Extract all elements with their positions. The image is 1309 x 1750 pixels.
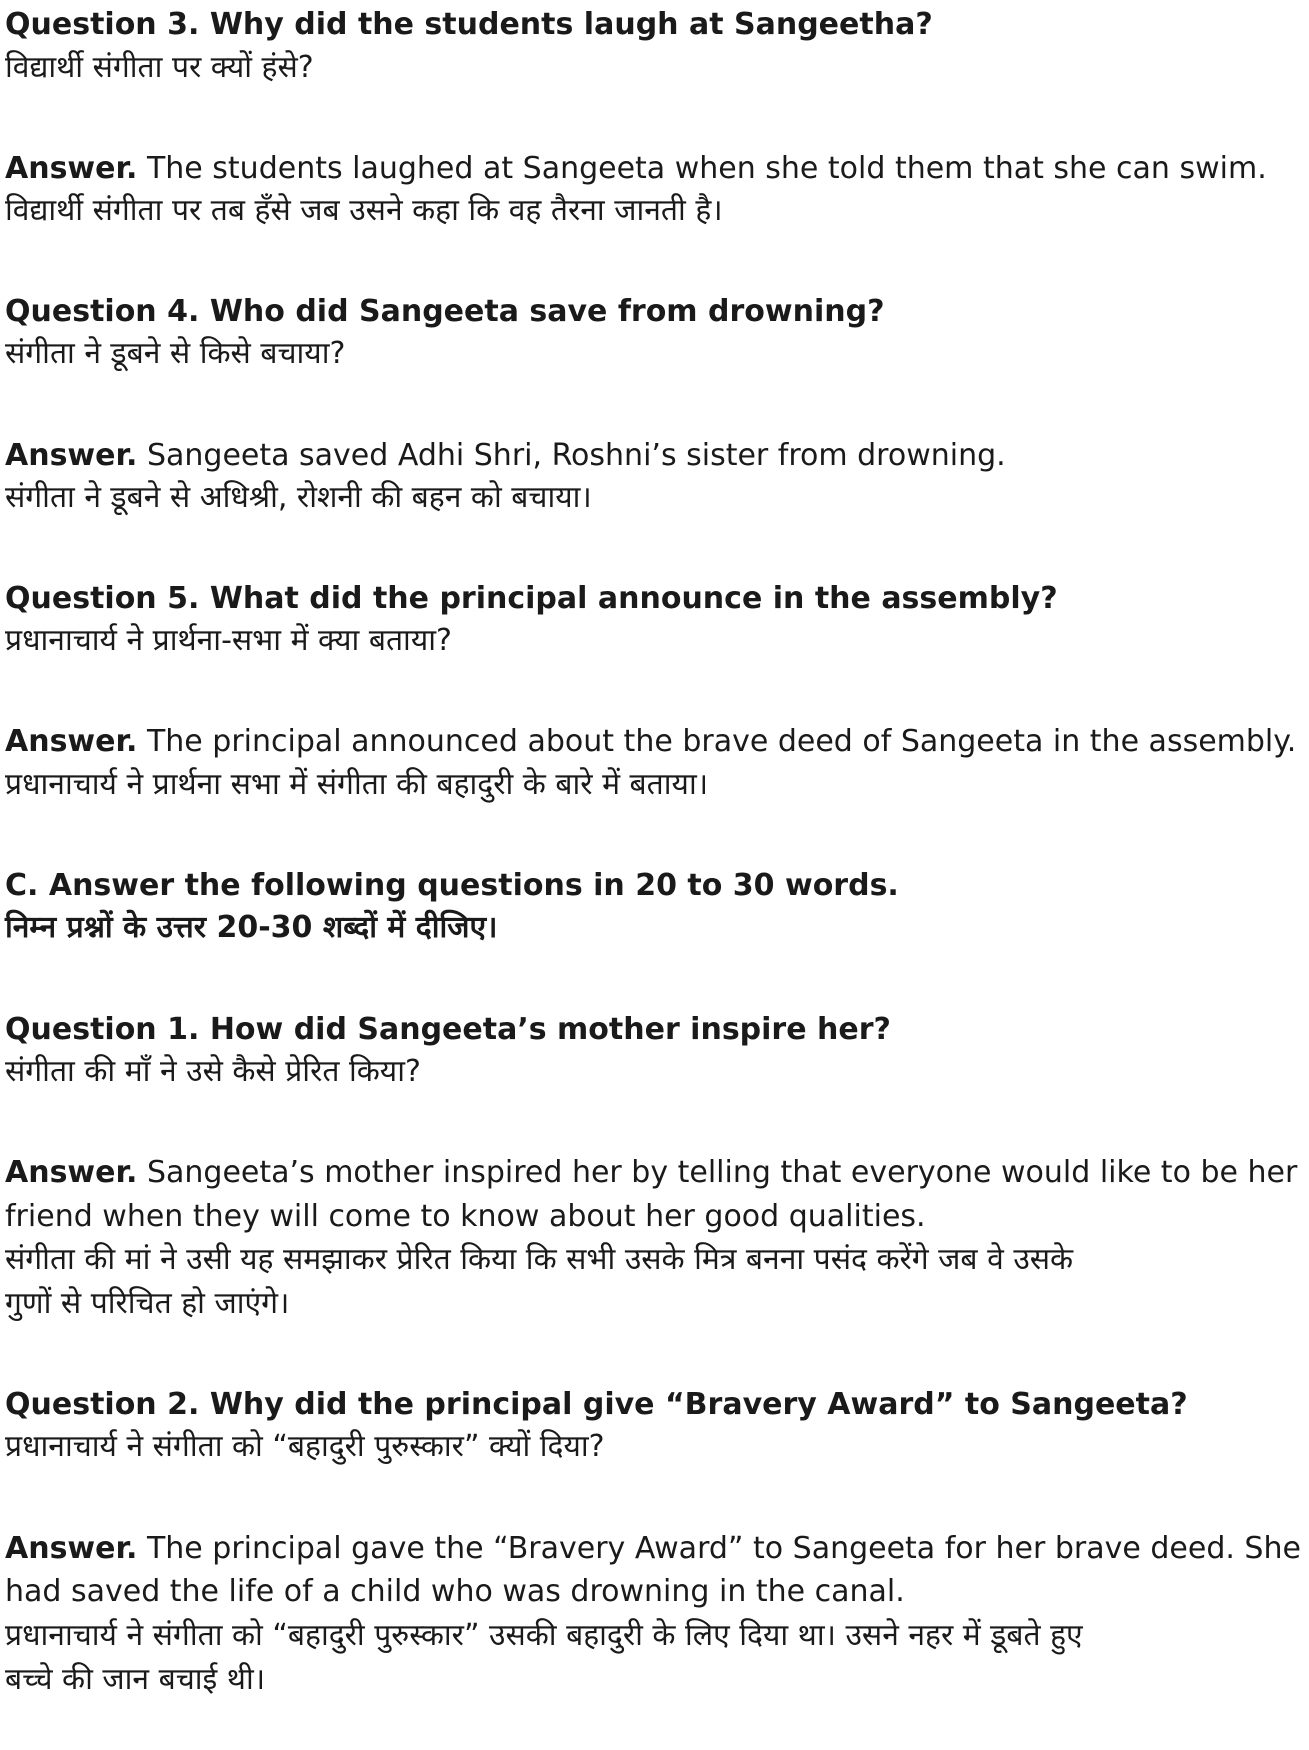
section-c-heading: C. Answer the following questions in 20 to 30 words. bbox=[5, 868, 899, 903]
answer-2-line-2: had saved the life of a child who was drowning in the canal. bbox=[5, 1574, 905, 1609]
answer-2 bbox=[5, 1529, 1301, 1569]
answer-text: Sangeeta’s mother inspired her by telling that everyone would like to be her bbox=[137, 1155, 1298, 1190]
question-4-hindi: संगीता ने डूबने से किसे बचाया? bbox=[5, 336, 346, 371]
question-5-hindi: प्रधानाचार्य ने प्रार्थना-सभा में क्या बताया? bbox=[5, 623, 452, 658]
question-1-heading: Question 1. How did Sangeeta’s mother inspire her? bbox=[5, 1012, 891, 1047]
question-4-heading: Question 4. Who did Sangeeta save from drowning? bbox=[5, 294, 885, 329]
answer-text: Sangeeta saved Adhi Shri, Roshni’s sister from drowning. bbox=[137, 438, 1006, 473]
question-3-hindi: विद्यार्थी संगीता पर क्यों हंसे? bbox=[5, 50, 314, 85]
answer-2-hindi: प्रधानाचार्य ने संगीता को “बहादुरी पुरुस्कार” उसकी बहादुरी के लिए दिया था। उसने नहर में डूबते हुए bbox=[5, 1618, 1083, 1653]
answer-label: Answer. bbox=[5, 724, 138, 759]
answer-5 bbox=[5, 722, 1296, 762]
answer-1-hindi-line-2: गुणों से परिचित हो जाएंगे। bbox=[5, 1286, 290, 1321]
answer-4-hindi: संगीता ने डूबने से अधिश्री, रोशनी की बहन को बचाया। bbox=[5, 480, 592, 515]
answer-label: Answer. bbox=[5, 151, 138, 186]
answer-label: Answer. bbox=[5, 1531, 138, 1566]
answer-4 bbox=[5, 436, 1006, 476]
answer-text: The students laughed at Sangeeta when she told them that she can swim. bbox=[137, 151, 1267, 186]
answer-1-line-2: friend when they will come to know about her good qualities. bbox=[5, 1199, 926, 1234]
answer-5-hindi: प्रधानाचार्य ने प्रार्थना सभा में संगीता की बहादुरी के बारे में बताया। bbox=[5, 767, 709, 802]
answer-3-hindi: विद्यार्थी संगीता पर तब हँसे जब उसने कहा कि वह तैरना जानती है। bbox=[5, 193, 723, 228]
question-2-hindi: प्रधानाचार्य ने संगीता को “बहादुरी पुरुस्कार” क्यों दिया? bbox=[5, 1429, 605, 1464]
question-2-heading: Question 2. Why did the principal give “Bravery Award” to Sangeeta? bbox=[5, 1387, 1188, 1422]
question-3-heading: Question 3. Why did the students laugh at Sangeetha? bbox=[5, 7, 933, 42]
question-1-hindi: संगीता की माँ ने उसे कैसे प्रेरित किया? bbox=[5, 1054, 421, 1089]
answer-text: The principal announced about the brave deed of Sangeeta in the assembly. bbox=[137, 724, 1297, 759]
answer-label: Answer. bbox=[5, 1155, 138, 1190]
section-c-hindi: निम्न प्रश्नों के उत्तर 20-30 शब्दों में दीजिए। bbox=[5, 910, 498, 945]
answer-3 bbox=[5, 149, 1267, 189]
answer-label: Answer. bbox=[5, 438, 138, 473]
question-5-heading: Question 5. What did the principal announce in the assembly? bbox=[5, 581, 1058, 616]
answer-1-hindi: संगीता की मां ने उसी यह समझाकर प्रेरित किया कि सभी उसके मित्र बनना पसंद करेंगे जब वे उसके bbox=[5, 1242, 1074, 1277]
answer-2-hindi-line-2: बच्चे की जान बचाई थी। bbox=[5, 1662, 266, 1697]
answer-1 bbox=[5, 1153, 1297, 1193]
answer-text: The principal gave the “Bravery Award” to Sangeeta for her brave deed. She bbox=[137, 1531, 1301, 1566]
